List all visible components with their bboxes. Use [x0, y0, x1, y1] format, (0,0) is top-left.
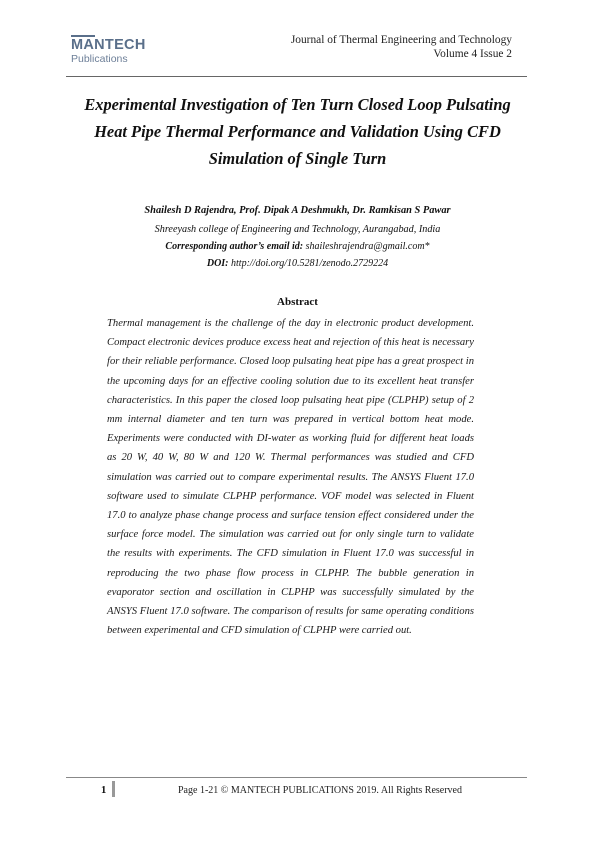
logo-wordmark: MANTECH — [71, 37, 146, 53]
author-list: Shailesh D Rajendra, Prof. Dipak A Deshmukh, Dr. Ramkisan S Pawar — [144, 205, 451, 216]
abstract-text: Thermal management is the challenge of the day in electronic product development. Compact electronic devices produce excess heat and rejection of this heat is necessary for their reliable performance. Closed loop pulsating heat pipe has a great prospect in the upcoming days for an effective cooling solution due to its excellent heat transfer characteristics. In this paper the closed loop pulsating heat pipe (CLPHP) setup of 2 mm internal diameter and ten turn was prepared in vertical bottom heat mode. Experiments were conducted with DI-water as working fluid for different heat loads as 20 W, 40 W, 80 W and 120 W. Thermal performances was studied and CFD simulation was carried out to compare experimental results. The ANSYS Fluent 17.0 software used to simulate CLPHP performance. VOF model was selected in Fluent 17.0 to analyze phase change process and surface tension effect considered under the surface force model. The simulation was carried out for only single turn to validate the results with experiments. The CFD simulation in Fluent 17.0 was successful in reproducing the two phase flow process in CLPHP. The bubble generation in evaporator section and oscillation in CLPHP was successfully simulated by the ANSYS Fluent 17.0 software. The comparison of results for same operating conditions between experimental and CFD simulation of CLPHP were carried out. — [107, 318, 474, 637]
publisher-logo — [71, 38, 151, 68]
volume-issue: Volume 4 Issue 2 — [433, 48, 512, 60]
email-link[interactable]: shaileshrajendra@gmail.com* — [303, 241, 430, 252]
footer-divider — [66, 777, 527, 778]
footer-copyright: Page 1-21 © MANTECH PUBLICATIONS 2019. All Rights Reserved — [178, 785, 462, 796]
doi-link[interactable]: http://doi.org/10.5281/zenodo.2729224 — [228, 258, 389, 269]
page-number: 1 — [101, 785, 107, 796]
abstract-heading: Abstract — [277, 296, 318, 308]
logo-accent-bar — [71, 35, 95, 37]
doi — [0, 258, 595, 269]
page-number-bar — [112, 781, 115, 797]
paper-title: Experimental Investigation of Ten Turn Closed Loop Pulsating Heat Pipe Thermal Performance and Validation Using CFD Simulation of Single Turn — [84, 95, 511, 168]
journal-header — [291, 33, 512, 61]
corresponding-email — [0, 241, 595, 252]
header-divider — [66, 76, 527, 77]
doi-label: DOI: — [206, 258, 229, 269]
affiliation: Shreeyash college of Engineering and Technology, Aurangabad, India — [154, 224, 441, 235]
email-label: Corresponding author’s email id: — [165, 241, 304, 252]
journal-name: Journal of Thermal Engineering and Technology — [290, 34, 512, 46]
logo-subtitle: Publications — [71, 53, 128, 65]
